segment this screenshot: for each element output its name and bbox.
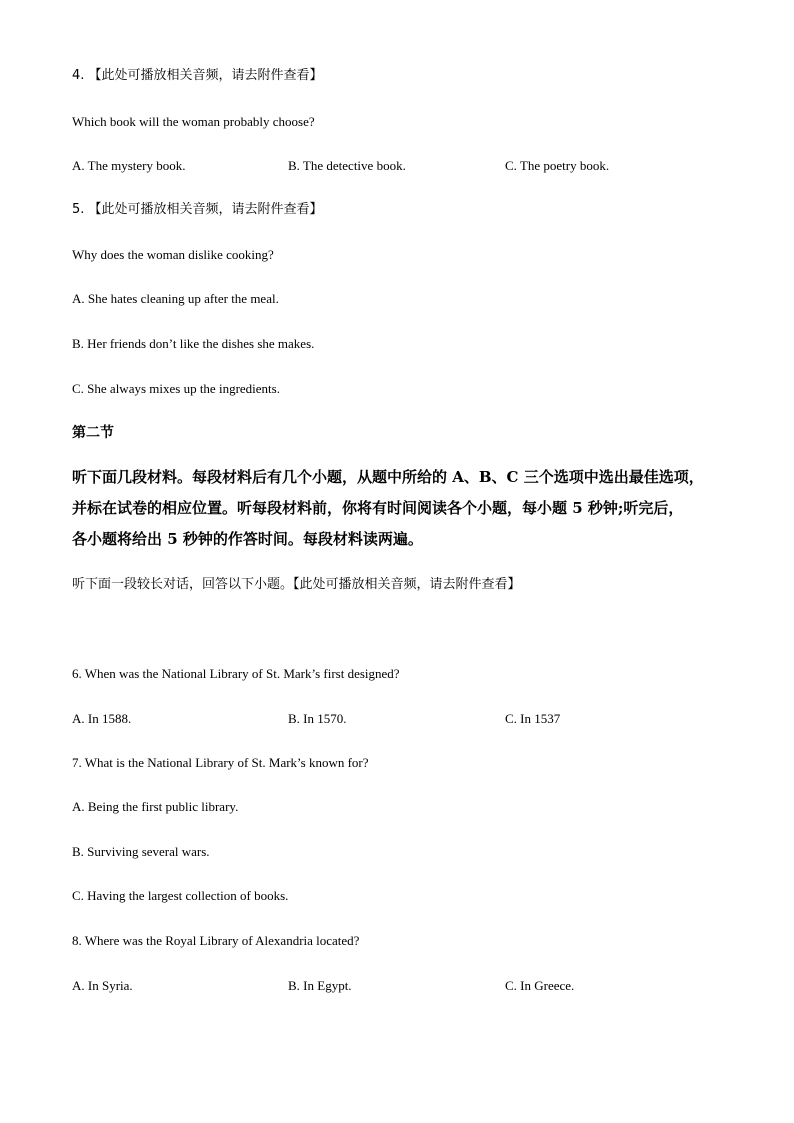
q7-question: 7. What is the National Library of St. Mark’s known for? (72, 755, 369, 770)
q7-option-c: C. Having the largest collection of books. (72, 888, 289, 903)
section-prompt: 听下面一段较长对话，回答以下小题。【此处可播放相关音频，请去附件查看】 (72, 577, 521, 592)
q6-option-b: B. In 1570. (288, 711, 347, 726)
q5-question: Why does the woman dislike cooking? (72, 247, 274, 262)
instruction-line-1: 听下面几段材料。每段材料后有几个小题，从题中所给的 A、B、C 三个选项中选出最佳选项， (72, 468, 704, 486)
q4-option-c: C. The poetry book. (505, 158, 610, 173)
q4-question: Which book will the woman probably choose? (72, 114, 315, 129)
q8-option-b: B. In Egypt. (288, 978, 352, 993)
q4-header: 4. 【此处可播放相关音频，请去附件查看】 (72, 68, 323, 83)
instruction-line-3: 各小题将给出 5 秒钟的作答时间。每段材料读两遍。 (72, 530, 423, 548)
section-instructions (72, 462, 732, 555)
q4-option-b: B. The detective book. (288, 158, 406, 173)
q7-option-b: B. Surviving several wars. (72, 844, 210, 859)
q5-option-a: A. She hates cleaning up after the meal. (72, 291, 279, 306)
q8-option-c: C. In Greece. (505, 978, 575, 993)
q8-question: 8. Where was the Royal Library of Alexandria located? (72, 933, 360, 948)
q5-option-b: B. Her friends don’t like the dishes she makes. (72, 336, 315, 351)
q7-option-a: A. Being the first public library. (72, 799, 239, 814)
section-title: 第二节 (72, 425, 114, 441)
q8-option-a: A. In Syria. (72, 978, 133, 993)
q6-question: 6. When was the National Library of St. Mark’s first designed? (72, 666, 400, 681)
q6-option-a: A. In 1588. (72, 711, 132, 726)
q5-option-c: C. She always mixes up the ingredients. (72, 381, 280, 396)
q6-option-c: C. In 1537 (505, 711, 561, 726)
q4-option-a: A. The mystery book. (72, 158, 186, 173)
q5-header: 5. 【此处可播放相关音频，请去附件查看】 (72, 202, 323, 217)
instruction-line-2: 并标在试卷的相应位置。听每段材料前，你将有时间阅读各个小题，每小题 5 秒钟;听完后， (72, 499, 684, 517)
